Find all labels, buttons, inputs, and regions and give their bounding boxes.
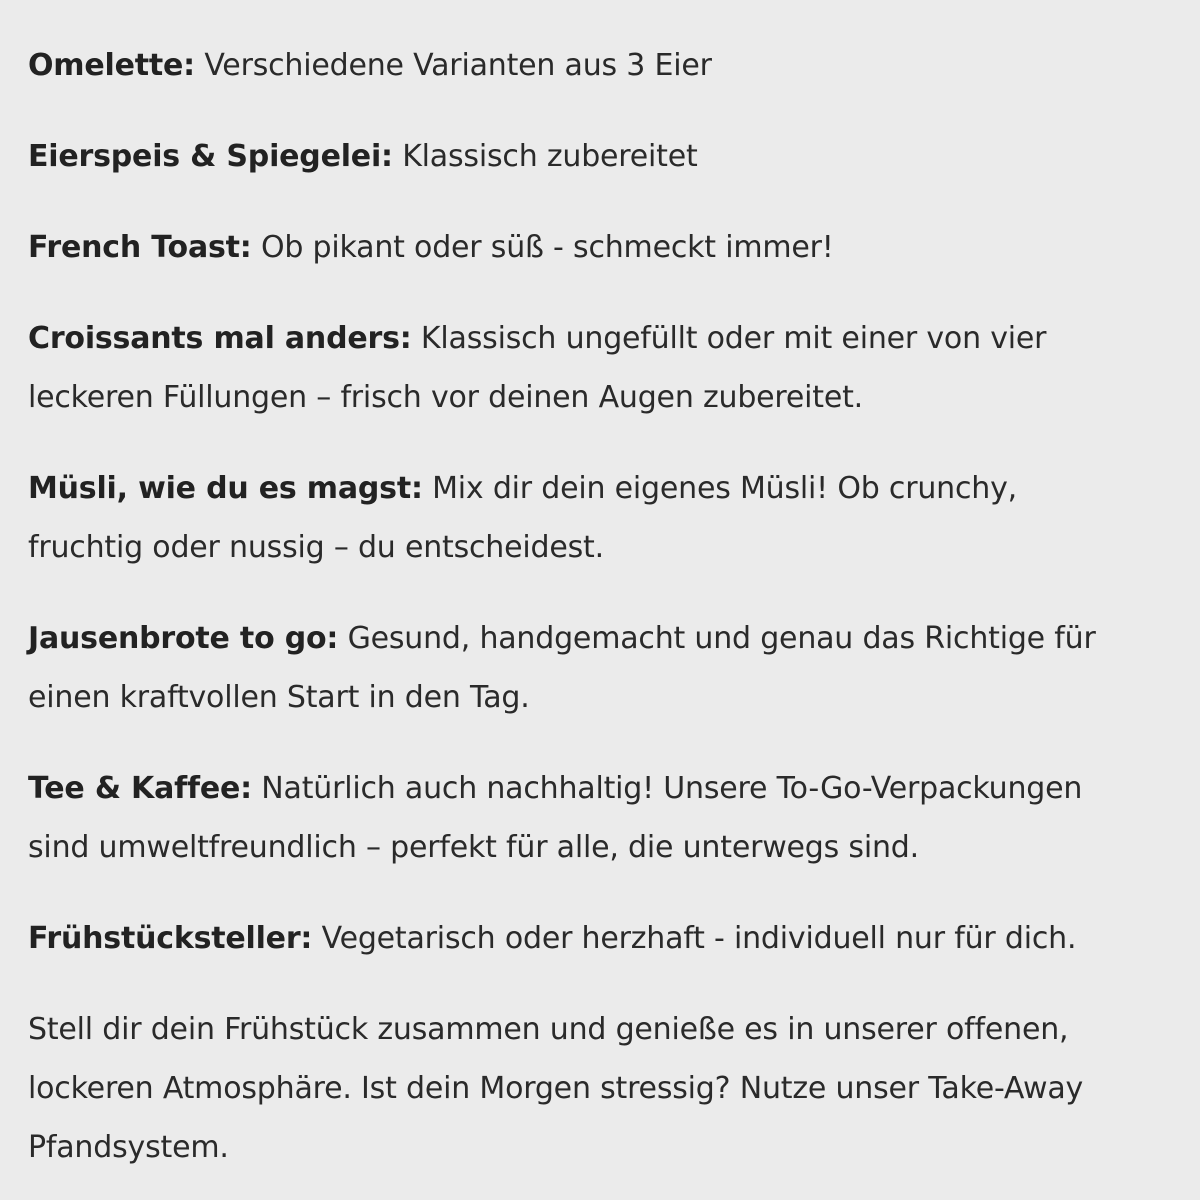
menu-item-muesli (28, 459, 1120, 577)
menu-item-label: Eierspeis & Spiegelei: (28, 139, 393, 174)
menu-item-description: Klassisch zubereitet (402, 139, 698, 174)
menu-item-label: Croissants mal anders: (28, 321, 412, 356)
menu-item-description: Gesund, handgemacht und genau das Richtige für einen kraftvollen Start in den Tag. (28, 621, 1096, 715)
menu-item-label: French Toast: (28, 230, 252, 265)
menu-item-eierspeis (28, 127, 1120, 186)
menu-item-label: Tee & Kaffee: (28, 771, 252, 806)
menu-item-description: Ob pikant oder süß - schmeckt immer! (260, 230, 834, 265)
menu-item-description: Mix dir dein eigenes Müsli! Ob crunchy, fruchtig oder nussig – du entscheidest. (28, 471, 1017, 565)
menu-item-jausenbrote (28, 609, 1120, 727)
menu-item-croissants (28, 309, 1120, 427)
menu-item-omelette (28, 36, 1120, 95)
menu-item-description: Natürlich auch nachhaltig! Unsere To-Go-Verpackungen sind umweltfreundlich – perfekt für alle, die unterwegs sind. (28, 771, 1083, 865)
menu-item-description: Vegetarisch oder herzhaft - individuell nur für dich. (321, 921, 1077, 956)
menu-item-description: Verschiedene Varianten aus 3 Eier (204, 48, 712, 83)
menu-item-label: Jausenbrote to go: (28, 621, 339, 656)
menu-item-label: Frühstücksteller: (28, 921, 313, 956)
closing-paragraph: Stell dir dein Frühstück zusammen und genieße es in unserer offenen, lockeren Atmosphäre. Ist dein Morgen stressig? Nutze unser Take-Away Pfandsystem. (28, 1012, 1084, 1165)
menu-item-label: Omelette: (28, 48, 195, 83)
menu-item-label: Müsli, wie du es magst: (28, 471, 423, 506)
menu-item-description: Klassisch ungefüllt oder mit einer von vier leckeren Füllungen – frisch vor deinen Augen zubereitet. (28, 321, 1047, 415)
menu-item-french-toast (28, 218, 1120, 277)
menu-item-fruehstuecksteller (28, 909, 1120, 968)
menu-item-tee-kaffee (28, 759, 1120, 877)
